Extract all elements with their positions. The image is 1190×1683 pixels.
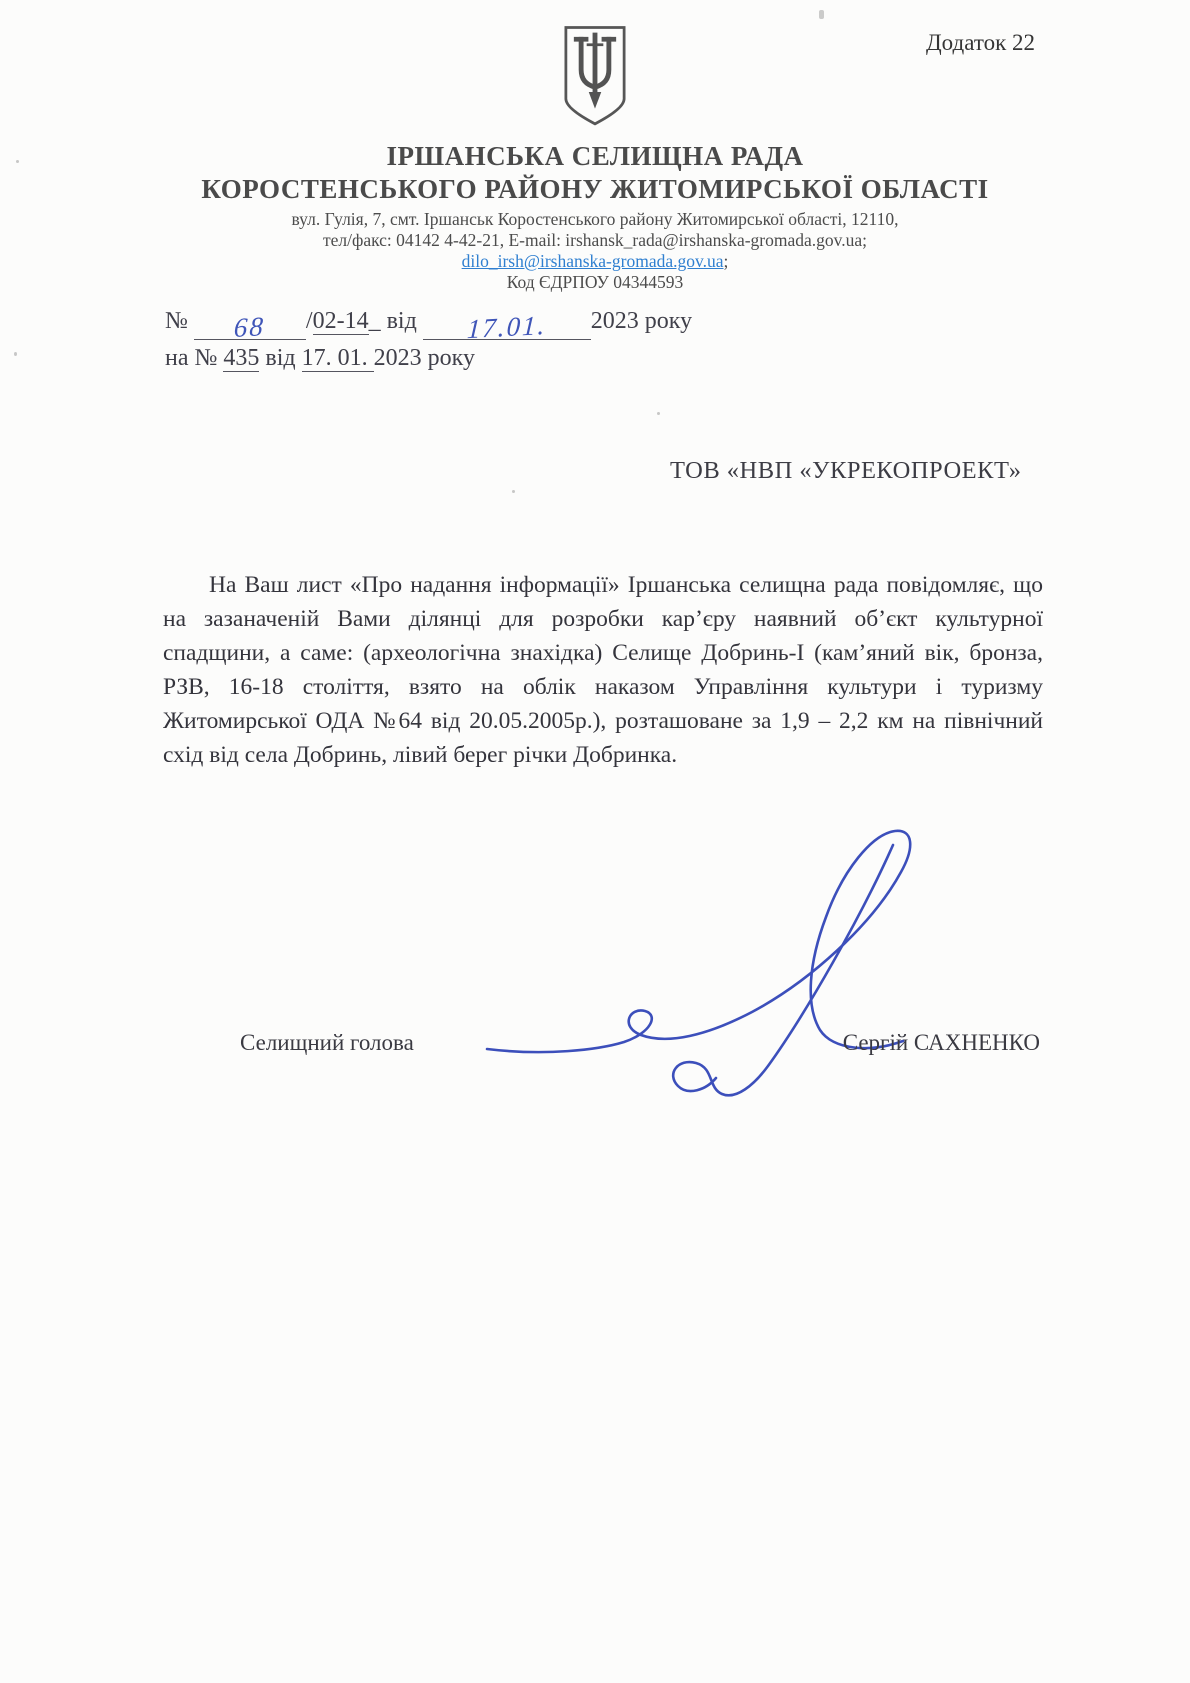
- org-contact-line: тел/факс: 04142 4-42-21, E-mail: irshansk_rada@irshanska-gromada.gov.ua;: [322, 230, 868, 250]
- ref2-date: 17. 01.: [301, 345, 374, 371]
- signatory-title: Селищний голова: [240, 1030, 414, 1055]
- ref-no-label: №: [165, 308, 188, 334]
- letterhead: [0, 24, 1190, 293]
- ref-slash: /: [305, 308, 313, 334]
- handwritten-ref-number: 68: [233, 311, 267, 343]
- signatory-name: Сергій САХНЕНКО: [842, 1030, 1040, 1055]
- scan-speck: [819, 10, 824, 19]
- reference-line-incoming: [165, 340, 692, 376]
- org-email-line: [0, 251, 1190, 271]
- handwritten-ref-date: 17.01.: [466, 309, 548, 345]
- ref-number-blank: [194, 309, 306, 343]
- ref-index-tail: _: [368, 308, 381, 334]
- email-link-suffix: ;: [723, 251, 729, 271]
- handwritten-signature: [460, 808, 960, 1108]
- letter-body: На Ваш лист «Про надання інформації» Іршанська селищна рада повідомляє, що на зазаначеній Вами ділянці для розробки кар’єру наявний об’єкт культурної спадщини, а саме: (археологічна знахідка) Селище Добринь-І (кам’яний вік, бронза, РЗВ, 16-18 століття, взято на облік наказом Управління культури і туризму Житомирської ОДА №64 від 20.05.2005р.), розташоване за 1,9 – 2,2 км на північний схід від села Добринь, лівий берег річки Добринка.: [163, 572, 1043, 768]
- ukraine-trident-emblem-icon: [558, 24, 632, 133]
- ref2-number: 435: [223, 345, 260, 371]
- recipient: ТОВ «НВП «УКРЕКОПРОЕКТ»: [670, 457, 1022, 484]
- ref2-vid-label: від: [265, 345, 296, 371]
- org-name-line2: КОРОСТЕНСЬКОГО РАЙОНУ ЖИТОМИРСЬКОЇ ОБЛАСТІ: [201, 174, 989, 204]
- ref-vid-label: від: [386, 308, 417, 334]
- org-name-line1: ІРШАНСЬКА СЕЛИЩНА РАДА: [386, 141, 804, 171]
- org-edrpou-line: Код ЄДРПОУ 04344593: [506, 272, 684, 292]
- org-address-line: вул. Гулія, 7, смт. Іршанськ Коростенського району Житомирської області, 12110,: [291, 209, 899, 229]
- scan-speck: [14, 352, 17, 356]
- scan-speck: [512, 490, 515, 493]
- ref2-prefix: на №: [165, 345, 218, 371]
- email-link[interactable]: dilo_irsh@irshanska-gromada.gov.ua: [461, 251, 724, 271]
- reference-line-outgoing: [165, 303, 693, 345]
- scan-speck: [657, 412, 660, 415]
- ref-date-blank: [423, 309, 591, 345]
- appendix-annotation: Додаток 22: [925, 30, 1035, 55]
- ref-year: 2023 року: [590, 308, 693, 334]
- ref-index: 02-14: [312, 308, 369, 334]
- reference-block: [165, 303, 692, 376]
- ref2-year: 2023 року: [373, 345, 475, 371]
